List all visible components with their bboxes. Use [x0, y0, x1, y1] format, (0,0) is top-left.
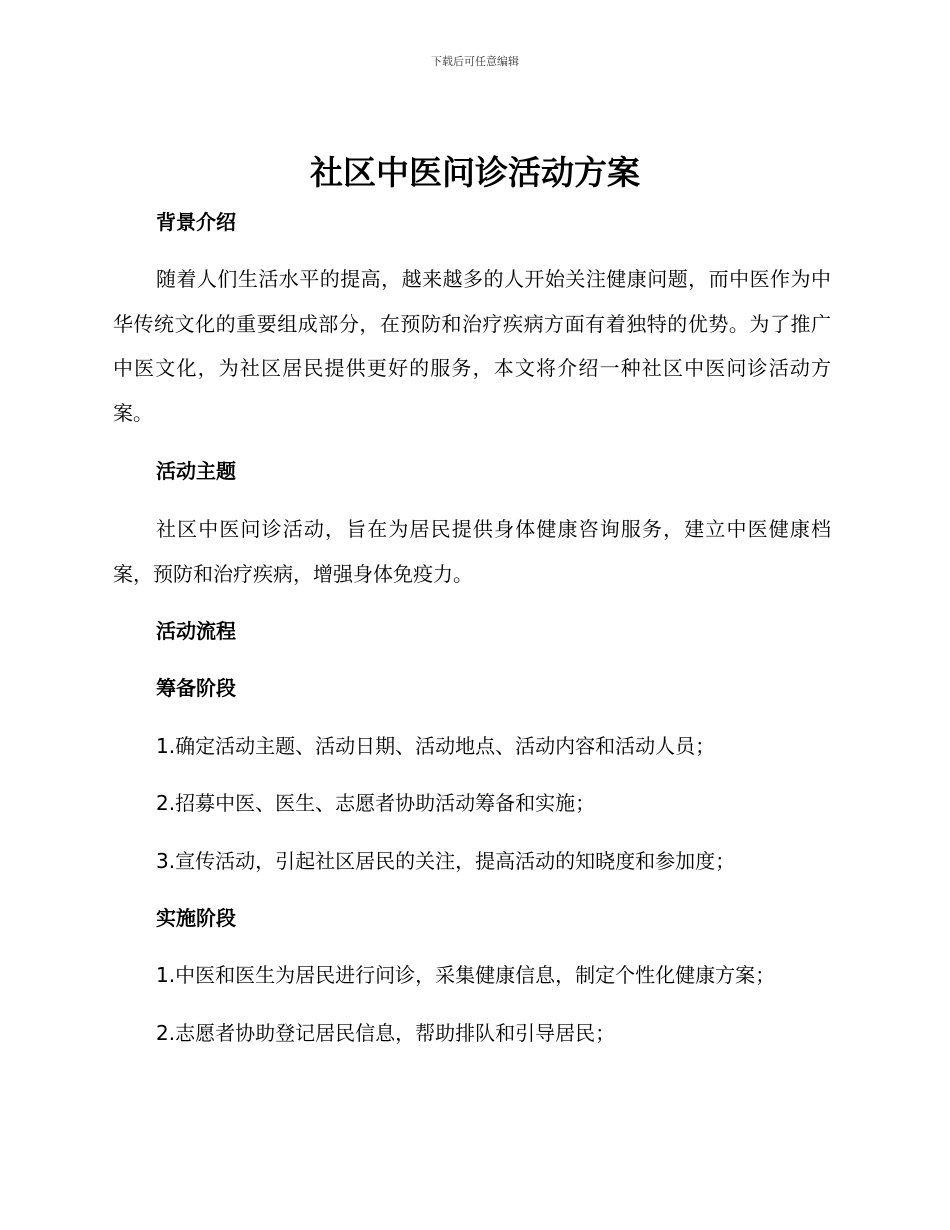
background-paragraph: [113, 257, 831, 435]
document-title: 社区中医问诊活动方案: [310, 153, 640, 192]
impl-heading: 实施阶段: [156, 906, 236, 930]
background-text: 随着人们生活水平的提高，越来越多的人开始关注健康问题，而中医作为中华传统文化的重要组成部分，在预防和治疗疾病方面有着独特的优势。为了推广中医文化，为社区居民提供更好的服务，本文将介绍一种社区中医问诊活动方案。: [113, 267, 831, 425]
background-heading: 背景介绍: [156, 210, 236, 234]
prep-item: 1.确定活动主题、活动日期、活动地点、活动内容和活动人员；: [156, 734, 716, 758]
prep-heading: 筹备阶段: [156, 676, 236, 700]
theme-heading: 活动主题: [156, 459, 236, 483]
impl-item: 1.中医和医生为居民进行问诊，采集健康信息，制定个性化健康方案；: [156, 963, 776, 987]
theme-text: 社区中医问诊活动，旨在为居民提供身体健康咨询服务，建立中医健康档案，预防和治疗疾病，增强身体免疫力。: [113, 517, 831, 586]
prep-item: 2.招募中医、医生、志愿者协助活动筹备和实施；: [156, 791, 596, 815]
prep-item: 3.宣传活动，引起社区居民的关注，提高活动的知晓度和参加度；: [156, 849, 736, 873]
process-heading: 活动流程: [156, 619, 236, 643]
header-note: 下载后可任意编辑: [431, 55, 519, 68]
impl-item: 2.志愿者协助登记居民信息，帮助排队和引导居民；: [156, 1021, 616, 1045]
theme-paragraph: [113, 507, 831, 596]
